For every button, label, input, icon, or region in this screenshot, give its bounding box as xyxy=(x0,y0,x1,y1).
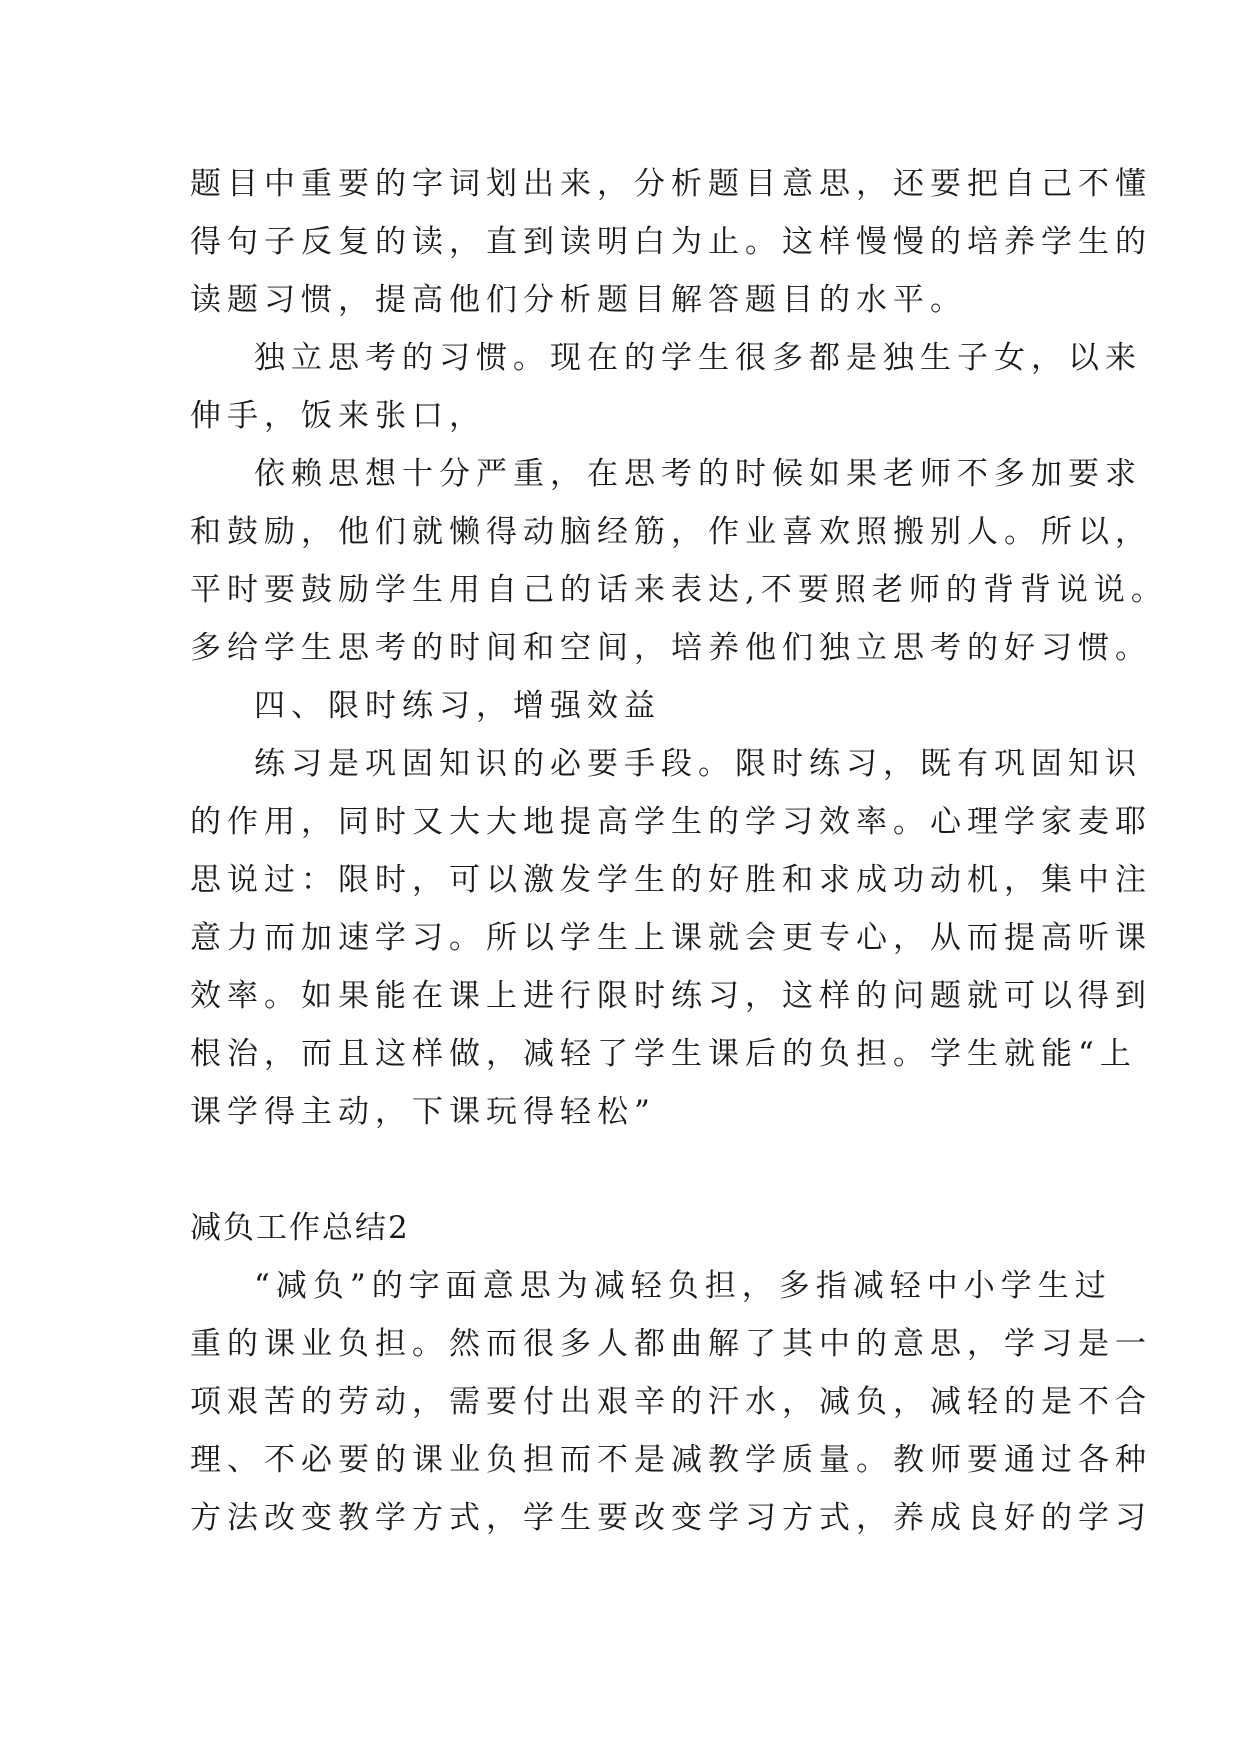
text-line: 重的课业负担。然而很多人都曲解了其中的意思，学习是一 xyxy=(190,1326,1152,1362)
text-line: 课学得主动，下课玩得轻松” xyxy=(190,1094,656,1130)
text-line: 题目中重要的字词划出来，分析题目意思，还要把自己不懂 xyxy=(190,166,1152,202)
text-line: 练习是巩固知识的必要手段。限时练习，既有巩固知识 xyxy=(254,746,1142,782)
text-line: 理、不必要的课业负担而不是减教学质量。教师要通过各种 xyxy=(190,1442,1152,1478)
paragraph-dependence xyxy=(190,445,1168,677)
text-line: “减负”的字面意思为减轻负担，多指减轻中小学生过 xyxy=(254,1268,1112,1304)
text-line: 和鼓励，他们就懒得动脑经筋，作业喜欢照搬别人。所以， xyxy=(190,514,1152,550)
text-line: 意力而加速学习。所以学生上课就会更专心，从而提高听课 xyxy=(190,920,1152,956)
text-line: 多给学生思考的时间和空间，培养他们独立思考的好习惯。 xyxy=(190,630,1152,666)
text-line: 的作用，同时又大大地提高学生的学习效率。心理学家麦耶 xyxy=(190,804,1152,840)
paragraph-independent-thinking xyxy=(190,329,1142,445)
text-line: 项艰苦的劳动，需要付出艰辛的汗水，减负，减轻的是不合 xyxy=(190,1384,1152,1420)
section-heading-timed-practice xyxy=(190,677,1060,735)
document-body xyxy=(190,155,1168,1547)
text-line: 得句子反复的读，直到读明白为止。这样慢慢的培养学生的 xyxy=(190,224,1152,260)
paragraph-timed-practice xyxy=(190,735,1152,1141)
text-line: 独立思考的习惯。现在的学生很多都是独生子女，以来 xyxy=(254,340,1142,376)
paragraph-reading-habit xyxy=(190,155,1152,329)
text-line: 四、限时练习，增强效益 xyxy=(254,688,661,724)
text-line: 思说过：限时，可以激发学生的好胜和求成功动机，集中注 xyxy=(190,862,1152,898)
text-line: 伸手，饭来张口， xyxy=(190,398,486,434)
text-line: 效率。如果能在课上进行限时练习，这样的问题就可以得到 xyxy=(190,978,1152,1014)
text-line: 依赖思想十分严重，在思考的时候如果老师不多加要求 xyxy=(254,456,1142,492)
text-line: 平时要鼓励学生用自己的话来表达,不要照老师的背背说说。 xyxy=(190,572,1168,608)
heading-text: 减负工作总结2 xyxy=(190,1210,410,1246)
text-line: 根治，而且这样做，减轻了学生课后的负担。学生就能“上 xyxy=(190,1036,1137,1072)
paragraph-burden-reduction xyxy=(190,1257,1152,1547)
document-heading xyxy=(190,1199,1060,1257)
text-line: 方法改变教学方式，学生要改变学习方式，养成良好的学习 xyxy=(190,1500,1152,1536)
text-line: 读题习惯，提高他们分析题目解答题目的水平。 xyxy=(190,282,967,318)
